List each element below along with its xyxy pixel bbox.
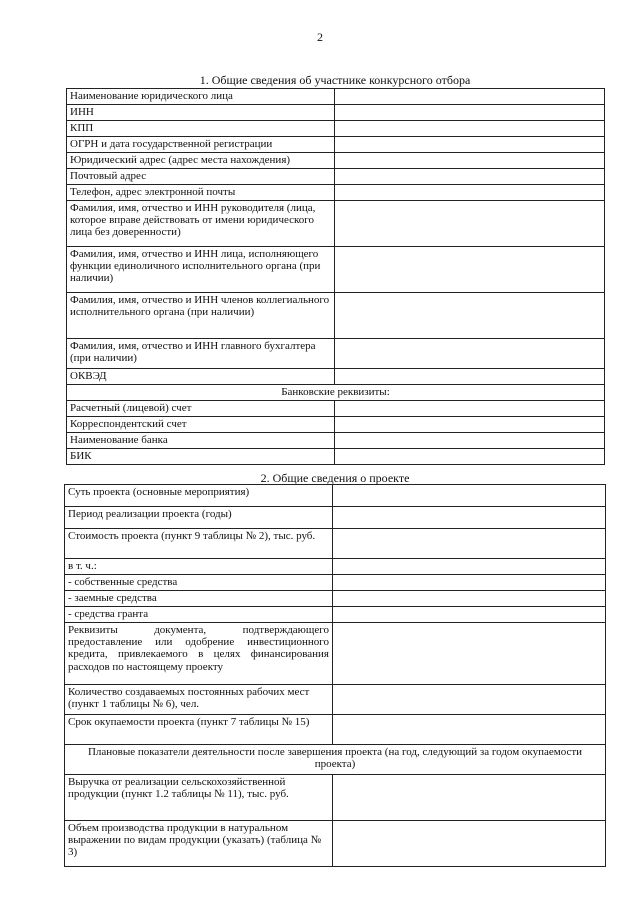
value-cell[interactable] bbox=[335, 105, 605, 121]
value-cell[interactable] bbox=[335, 201, 605, 247]
value-cell[interactable] bbox=[335, 121, 605, 137]
table-row bbox=[65, 821, 606, 867]
table-row bbox=[67, 89, 605, 105]
row-label: Фамилия, имя, отчество и ИНН членов коллегиального исполнительного органа (при наличии) bbox=[67, 293, 335, 339]
row-label: Почтовый адрес bbox=[67, 169, 335, 185]
table-row bbox=[65, 715, 606, 745]
page-number: 2 bbox=[317, 30, 323, 44]
value-cell[interactable] bbox=[335, 89, 605, 105]
value-cell[interactable] bbox=[333, 685, 606, 715]
value-cell[interactable] bbox=[335, 401, 605, 417]
table-row bbox=[67, 433, 605, 449]
value-cell[interactable] bbox=[335, 417, 605, 433]
value-cell[interactable] bbox=[335, 449, 605, 465]
row-label: Юридический адрес (адрес места нахождения) bbox=[67, 153, 335, 169]
table-row bbox=[67, 247, 605, 293]
value-cell[interactable] bbox=[333, 507, 606, 529]
row-label: Срок окупаемости проекта (пункт 7 таблицы № 15) bbox=[65, 715, 333, 745]
row-label: БИК bbox=[67, 449, 335, 465]
row-label: Реквизиты документа, подтверждающего предоставление или одобрение инвестиционного кредита, привлекаемого в целях финансирования расходов по настоящему проекту bbox=[65, 623, 333, 685]
value-cell[interactable] bbox=[335, 433, 605, 449]
row-label: Фамилия, имя, отчество и ИНН лица, исполняющего функции единоличного исполнительного органа (при наличии) bbox=[67, 247, 335, 293]
project-info-table bbox=[64, 484, 606, 867]
value-cell[interactable] bbox=[333, 591, 606, 607]
table-row bbox=[65, 485, 606, 507]
value-cell[interactable] bbox=[333, 623, 606, 685]
row-label: Количество создаваемых постоянных рабочих мест (пункт 1 таблицы № 6), чел. bbox=[65, 685, 333, 715]
table-row bbox=[65, 685, 606, 715]
row-label: Период реализации проекта (годы) bbox=[65, 507, 333, 529]
row-label: Корреспондентский счет bbox=[67, 417, 335, 433]
value-cell[interactable] bbox=[335, 153, 605, 169]
row-label: Фамилия, имя, отчество и ИНН руководителя (лица, которое вправе действовать от имени юридического лица без доверенности) bbox=[67, 201, 335, 247]
row-label: ИНН bbox=[67, 105, 335, 121]
row-label: Фамилия, имя, отчество и ИНН главного бухгалтера (при наличии) bbox=[67, 339, 335, 369]
table-row bbox=[67, 185, 605, 201]
row-label: Расчетный (лицевой) счет bbox=[67, 401, 335, 417]
table-row bbox=[65, 507, 606, 529]
value-cell[interactable] bbox=[333, 775, 606, 821]
row-label: - средства гранта bbox=[65, 607, 333, 623]
value-cell[interactable] bbox=[335, 339, 605, 369]
bank-details-header: Банковские реквизиты: bbox=[67, 385, 605, 401]
row-label: ОКВЭД bbox=[67, 369, 335, 385]
table-row bbox=[65, 623, 606, 685]
table-row bbox=[67, 169, 605, 185]
row-label: Объем производства продукции в натуральном выражении по видам продукции (указать) (таблица № 3) bbox=[65, 821, 333, 867]
table-row bbox=[67, 417, 605, 433]
table-row bbox=[67, 369, 605, 385]
value-cell[interactable] bbox=[333, 485, 606, 507]
row-label: - заемные средства bbox=[65, 591, 333, 607]
row-label: - собственные средства bbox=[65, 575, 333, 591]
table-row bbox=[65, 529, 606, 559]
row-label: Наименование юридического лица bbox=[67, 89, 335, 105]
table-row bbox=[67, 137, 605, 153]
table-row bbox=[67, 121, 605, 137]
row-label: КПП bbox=[67, 121, 335, 137]
bank-header-row bbox=[67, 385, 605, 401]
plan-header-row bbox=[65, 745, 606, 775]
value-cell[interactable] bbox=[333, 575, 606, 591]
table-row bbox=[67, 449, 605, 465]
participant-info-table bbox=[66, 88, 605, 465]
table-row bbox=[65, 575, 606, 591]
value-cell[interactable] bbox=[335, 293, 605, 339]
table-row bbox=[67, 339, 605, 369]
row-label: Наименование банка bbox=[67, 433, 335, 449]
value-cell[interactable] bbox=[335, 137, 605, 153]
row-label: Телефон, адрес электронной почты bbox=[67, 185, 335, 201]
table-row bbox=[65, 559, 606, 575]
table-row bbox=[67, 201, 605, 247]
table-row bbox=[67, 401, 605, 417]
section2-title: 2. Общие сведения о проекте bbox=[260, 471, 410, 485]
row-label: ОГРН и дата государственной регистрации bbox=[67, 137, 335, 153]
row-label: Выручка от реализации сельскохозяйственной продукции (пункт 1.2 таблицы № 11), тыс. руб. bbox=[65, 775, 333, 821]
section1-title: 1. Общие сведения об участнике конкурсного отбора bbox=[199, 73, 471, 87]
plan-indicators-header: Плановые показатели деятельности после завершения проекта (на год, следующий за годом окупаемости проекта) bbox=[65, 745, 606, 775]
value-cell[interactable] bbox=[335, 185, 605, 201]
table-row bbox=[67, 153, 605, 169]
table-row bbox=[65, 775, 606, 821]
table-row bbox=[65, 591, 606, 607]
value-cell[interactable] bbox=[333, 821, 606, 867]
row-label: Стоимость проекта (пункт 9 таблицы № 2), тыс. руб. bbox=[65, 529, 333, 559]
table-row bbox=[67, 293, 605, 339]
value-cell[interactable] bbox=[333, 529, 606, 559]
row-label: Суть проекта (основные мероприятия) bbox=[65, 485, 333, 507]
value-cell[interactable] bbox=[335, 169, 605, 185]
value-cell[interactable] bbox=[333, 607, 606, 623]
value-cell[interactable] bbox=[335, 247, 605, 293]
value-cell[interactable] bbox=[333, 559, 606, 575]
table-row bbox=[65, 607, 606, 623]
row-label: в т. ч.: bbox=[65, 559, 333, 575]
value-cell[interactable] bbox=[333, 715, 606, 745]
value-cell[interactable] bbox=[335, 369, 605, 385]
table-row bbox=[67, 105, 605, 121]
